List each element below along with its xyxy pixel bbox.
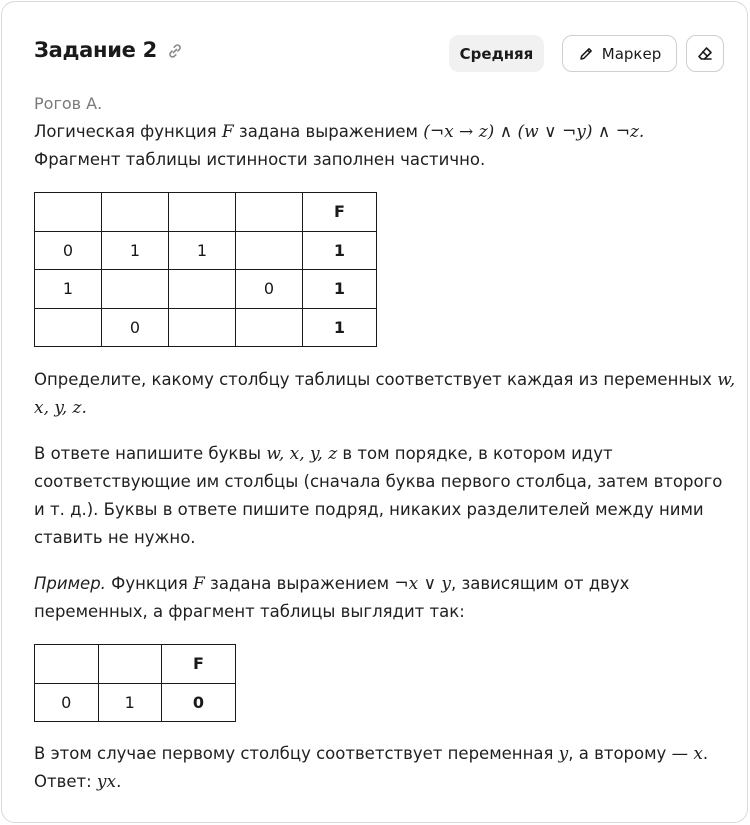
intro-text: задана выражением <box>233 122 424 141</box>
intro-text: Логическая функция <box>34 122 222 141</box>
example-label: Пример. <box>34 574 106 593</box>
function-expression: ¬x ∨ y <box>394 574 452 594</box>
conclusion-line-2 <box>34 768 121 796</box>
table-cell <box>98 645 162 684</box>
pencil-icon <box>578 46 594 62</box>
question-line-2 <box>34 394 87 422</box>
example-truth-table <box>34 644 236 722</box>
table-cell <box>236 231 303 270</box>
function-expression: (¬x → z) ∧ (w ∨ ¬y) ∧ ¬z. <box>423 122 645 142</box>
conclusion-text: . <box>702 744 709 763</box>
example-line-1 <box>34 570 629 598</box>
eraser-button[interactable] <box>686 35 724 72</box>
table-row <box>35 231 377 270</box>
instructions-line-2: соответствующие им столбцы (сначала буква первого столбца, затем второго <box>34 472 723 491</box>
table-header-row <box>35 645 236 684</box>
task-title-text: Задание 2 <box>34 38 157 62</box>
variable-y: y <box>558 744 569 764</box>
variable-w: w, <box>717 370 736 390</box>
table-cell: 0 <box>35 683 99 722</box>
marker-label: Маркер <box>601 44 662 63</box>
table-cell <box>35 308 102 347</box>
intro-line-2: Фрагмент таблицы истинности заполнен частично. <box>34 150 486 169</box>
table-cell: 0 <box>162 683 236 722</box>
task-title <box>34 38 184 62</box>
example-text: Функция <box>105 574 194 593</box>
conclusion-line-1 <box>34 740 708 768</box>
table-cell <box>236 193 303 232</box>
link-icon[interactable] <box>166 41 184 59</box>
conclusion-text: В этом случае первому столбцу соответствует переменная <box>34 744 559 763</box>
task-card <box>1 1 748 823</box>
conclusion-text: . <box>116 772 122 791</box>
instructions-line-3: и т. д.). Буквы в ответе пишите подряд, никаких разделителей между ними <box>34 500 704 519</box>
table-cell: 0 <box>236 270 303 309</box>
table-cell: 1 <box>169 231 236 270</box>
table-cell <box>102 270 169 309</box>
table-cell: 1 <box>303 270 377 309</box>
table-cell <box>35 645 99 684</box>
table-cell: 1 <box>303 308 377 347</box>
table-cell <box>169 270 236 309</box>
example-text: задана выражением <box>204 574 395 593</box>
table-cell: 1 <box>35 270 102 309</box>
question-line-1 <box>34 366 735 394</box>
table-cell <box>35 193 102 232</box>
table-row <box>35 308 377 347</box>
function-symbol: F <box>221 122 234 142</box>
answer-label: Ответ: <box>34 772 97 791</box>
question-text: Определите, какому столбцу таблицы соответствует каждая из переменных <box>34 370 718 389</box>
example-line-2: переменных, а фрагмент таблицы выглядит так: <box>34 602 465 621</box>
instructions-text: в том порядке, в котором идут <box>337 444 613 463</box>
table-cell <box>236 308 303 347</box>
table-row <box>35 270 377 309</box>
table-cell <box>169 308 236 347</box>
function-symbol: F <box>193 574 205 594</box>
author-name: Рогов А. <box>34 94 103 113</box>
marker-button[interactable] <box>562 35 677 72</box>
difficulty-badge <box>449 35 544 72</box>
truth-table <box>34 192 377 347</box>
instructions-text: В ответе напишите буквы <box>34 444 267 463</box>
table-row <box>35 683 236 722</box>
table-cell <box>102 193 169 232</box>
eraser-icon <box>696 45 714 63</box>
table-header-row <box>35 193 377 232</box>
table-cell <box>169 193 236 232</box>
answer-value: yx <box>96 772 117 792</box>
table-cell: 0 <box>102 308 169 347</box>
difficulty-label: Средняя <box>459 44 534 63</box>
intro-line-1 <box>34 118 644 146</box>
table-cell: 0 <box>35 231 102 270</box>
table-cell: 1 <box>102 231 169 270</box>
instructions-line-1 <box>34 440 613 468</box>
variables-list: x, y, z. <box>34 398 87 418</box>
table-cell: 1 <box>303 231 377 270</box>
table-cell: F <box>162 645 236 684</box>
table-cell: 1 <box>98 683 162 722</box>
instructions-line-4: ставить не нужно. <box>34 528 196 547</box>
variables-list: w, x, y, z <box>266 444 338 464</box>
variable-x: x <box>693 744 703 764</box>
table-cell: F <box>303 193 377 232</box>
example-text: , зависящим от двух <box>451 574 630 593</box>
conclusion-text: , а второму — <box>568 744 694 763</box>
